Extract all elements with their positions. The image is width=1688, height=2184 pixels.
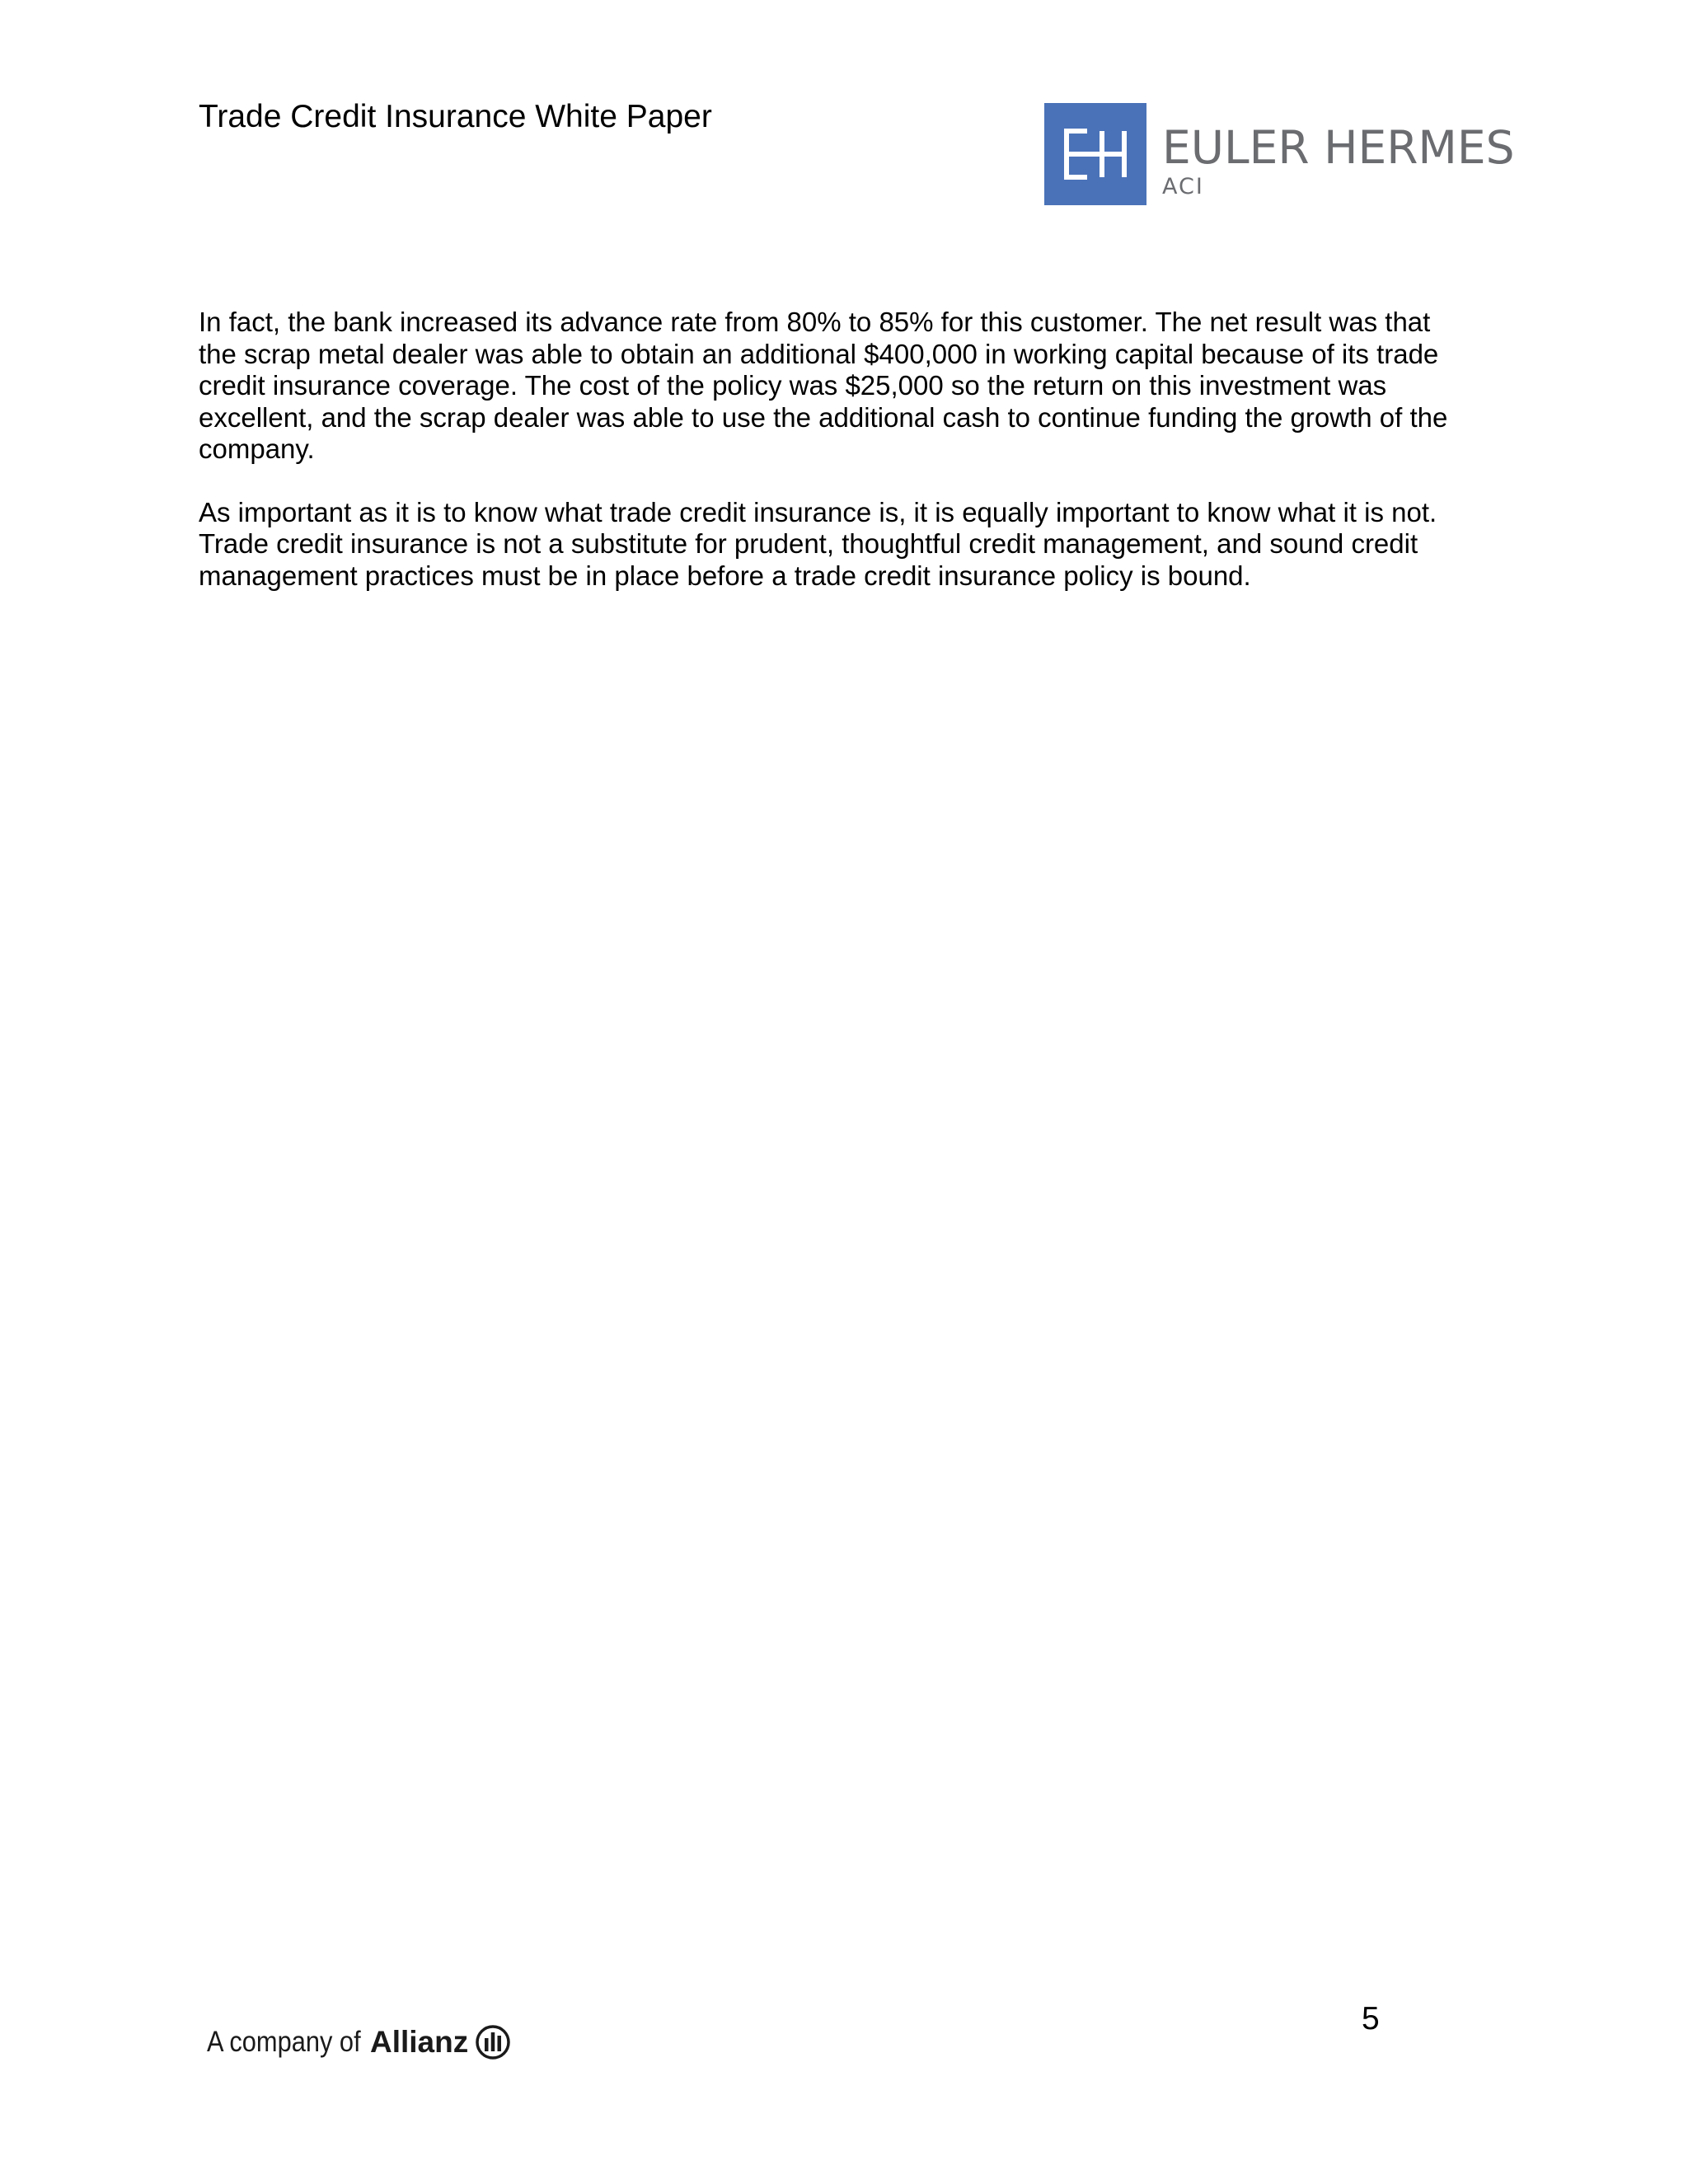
allianz-eagle-icon xyxy=(475,2024,511,2060)
footer-allianz-mark xyxy=(207,2022,511,2063)
footer-prefix: A company of xyxy=(207,2026,361,2058)
text-line: excellent, and the scrap dealer was able to use the additional cash to continue funding the growth of the xyxy=(199,401,1448,433)
page-number: 5 xyxy=(1362,2001,1380,2036)
document-header-title: Trade Credit Insurance White Paper xyxy=(199,99,712,134)
footer-brand: Allianz xyxy=(370,2025,469,2059)
paragraph xyxy=(199,497,1501,593)
text-line: As important as it is to know what trade credit insurance is, it is equally important to know what it is not. xyxy=(199,496,1437,527)
logo-company-subname: ACI xyxy=(1162,174,1204,199)
text-line: Trade credit insurance is not a substitute for prudent, thoughtful credit management, and sound credit xyxy=(199,528,1418,559)
logo-company-name: EULER HERMES xyxy=(1162,121,1515,174)
text-line: management practices must be in place before a trade credit insurance policy is bound. xyxy=(199,560,1251,591)
document-body xyxy=(199,307,1501,592)
paragraph xyxy=(199,307,1501,466)
text-line: In fact, the bank increased its advance rate from 80% to 85% for this customer. The net result was that xyxy=(199,307,1431,337)
eh-monogram-icon xyxy=(1044,103,1146,205)
text-line: credit insurance coverage. The cost of the policy was $25,000 so the return on this investment was xyxy=(199,370,1387,401)
euler-hermes-logo xyxy=(1044,103,1515,205)
text-line: company. xyxy=(199,434,315,464)
text-line: the scrap metal dealer was able to obtain an additional $400,000 in working capital because of its trade xyxy=(199,338,1439,369)
